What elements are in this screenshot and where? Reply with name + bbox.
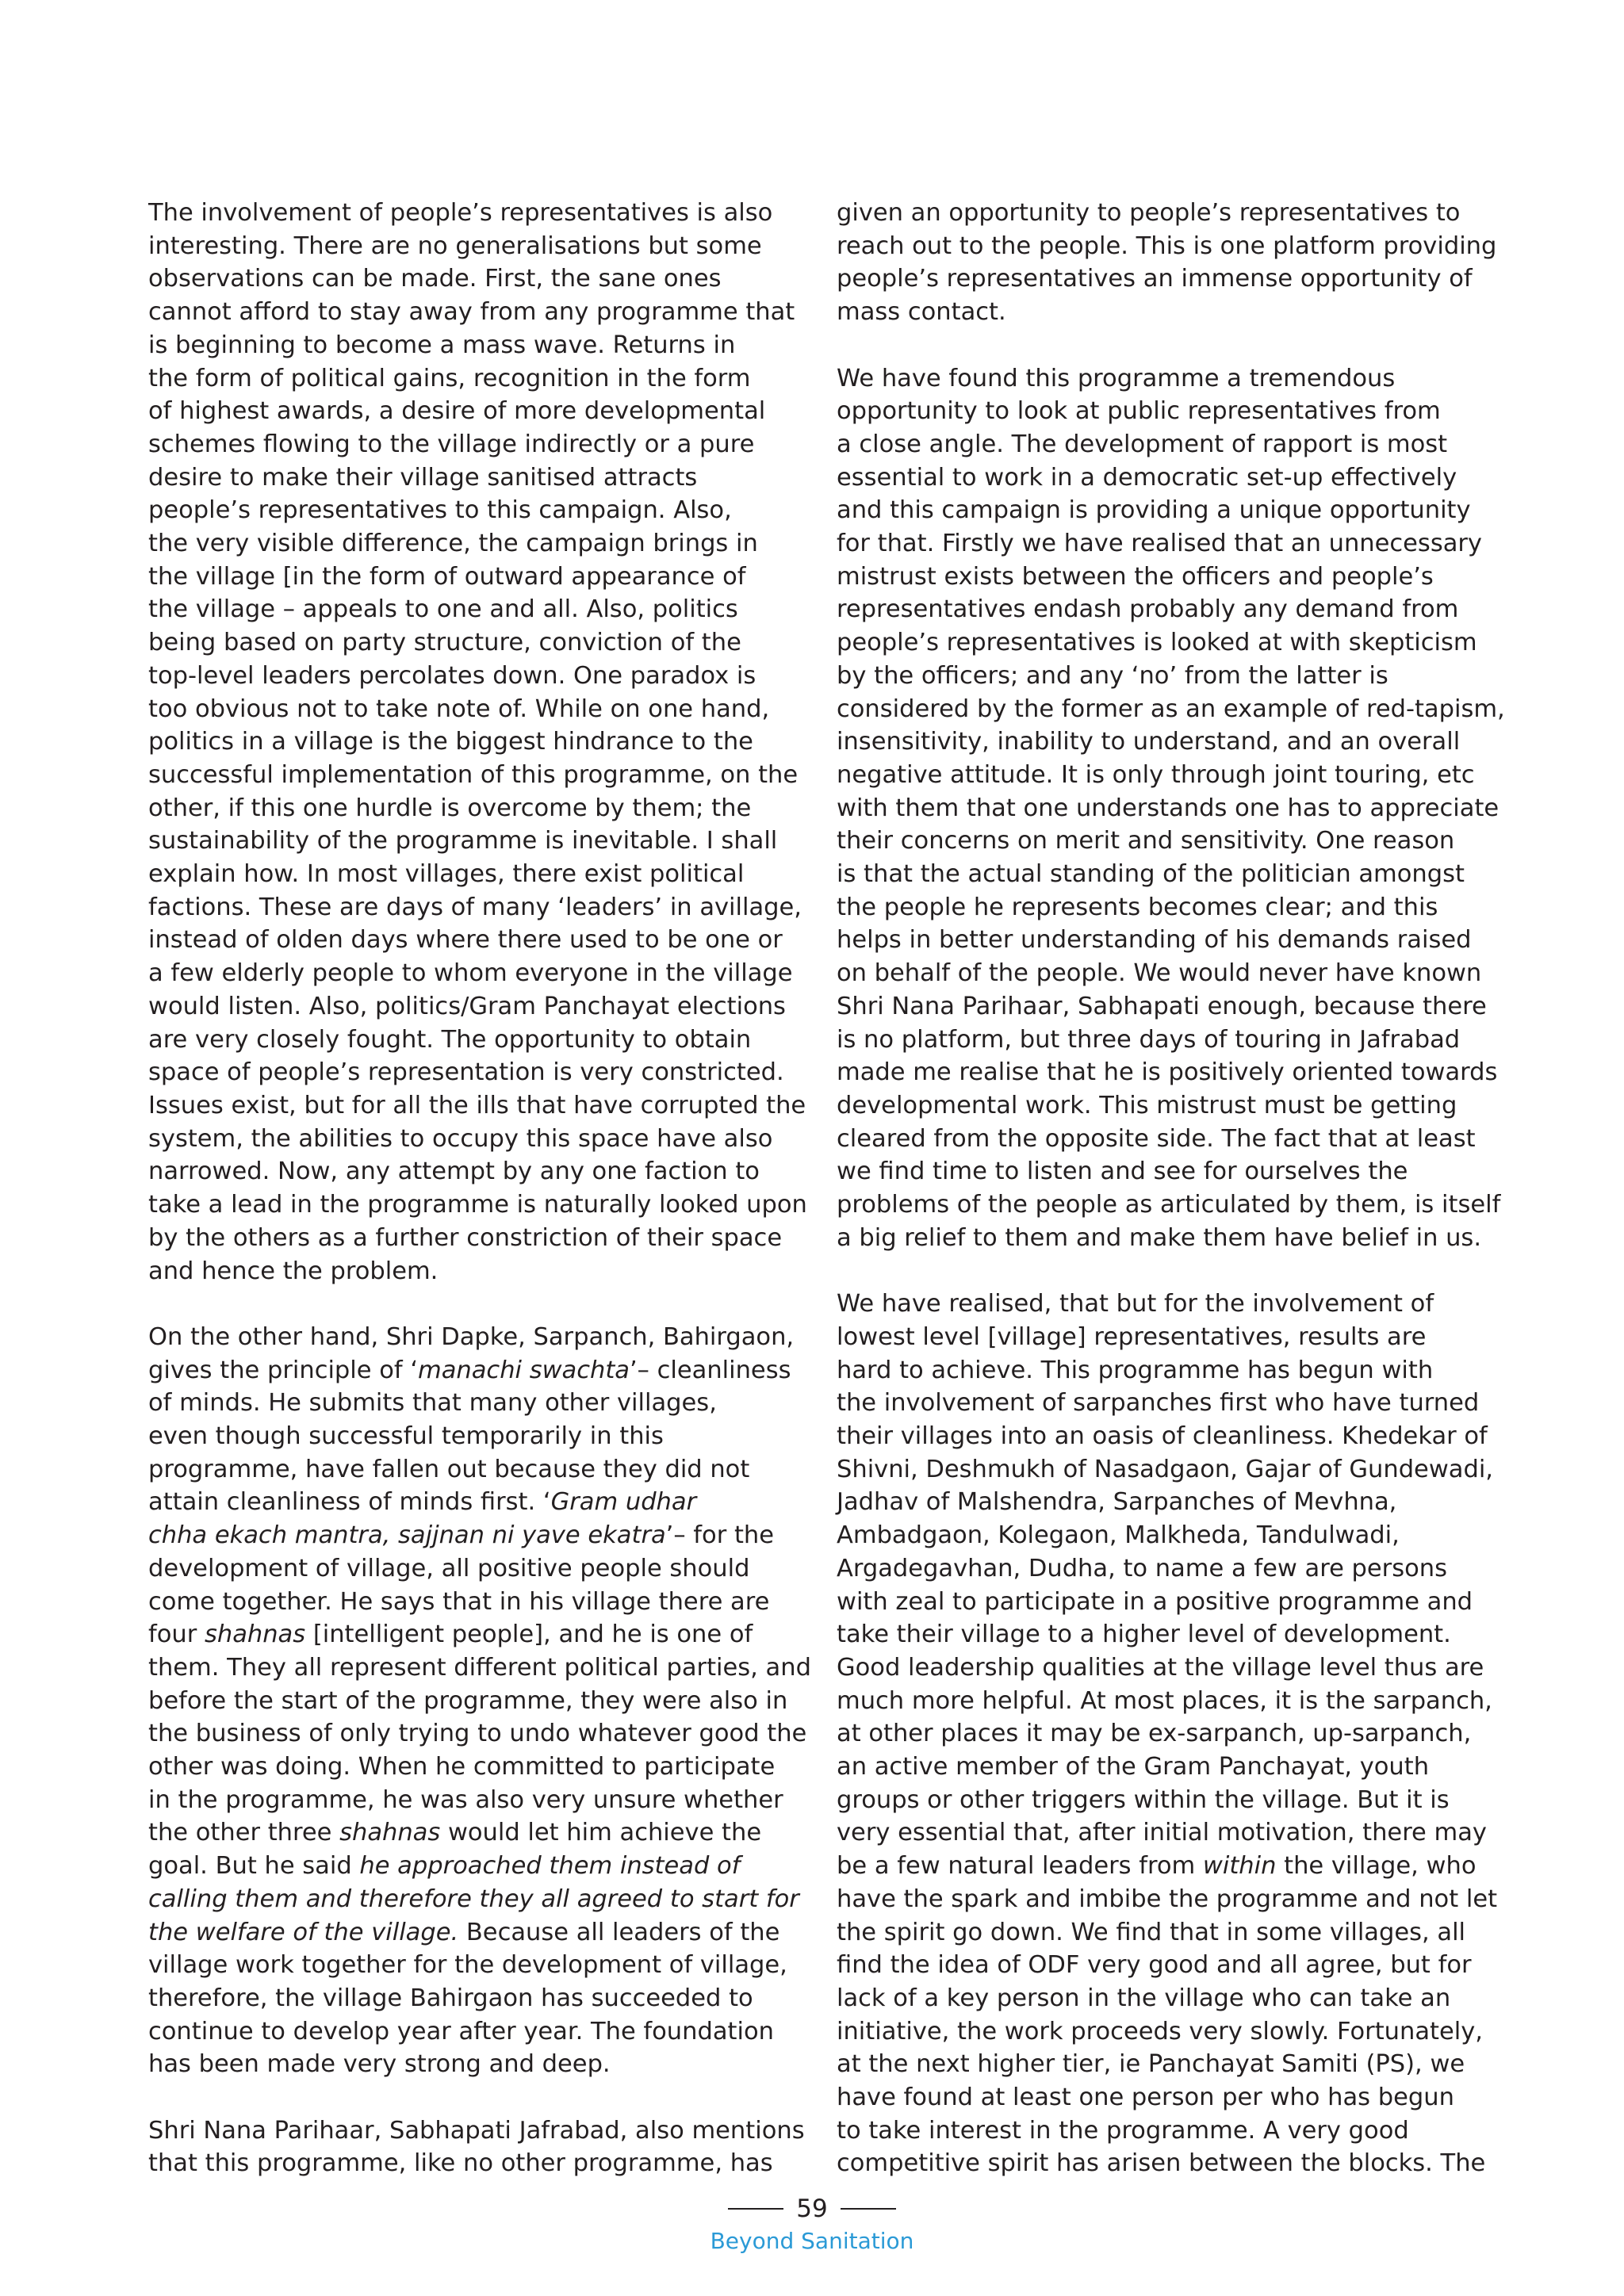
text-run: [intelligent people], and he is one of (305, 1621, 753, 1649)
text-line (148, 1123, 789, 1156)
italic-run: he approached them instead of (359, 1852, 741, 1881)
paragraph (837, 1288, 1498, 2180)
text-run: politics in a village is the biggest hindrance to the (148, 728, 753, 756)
text-line (837, 561, 1477, 594)
text-line (148, 1056, 789, 1089)
text-line (837, 1486, 1477, 1519)
right-rule (841, 2208, 896, 2210)
italic-run: Gram udhar (550, 1488, 697, 1517)
text-run: to take interest in the programme. A very good (837, 2116, 1409, 2145)
text-line (148, 1420, 789, 1453)
page-footer (0, 2195, 1624, 2254)
text-line (837, 1155, 1477, 1188)
left-column (148, 197, 811, 2180)
text-line (148, 1883, 799, 1916)
text-line (837, 1618, 1477, 1651)
text-run: We have found this programme a tremendous (837, 364, 1396, 392)
text-run: made me realise that he is positively oriented towards (837, 1058, 1498, 1087)
text-line (837, 1916, 1477, 1950)
text-run: very essential that, after initial motivation, there may (837, 1819, 1487, 1847)
text-run: Shivni, Deshmukh of Nasadgaon, Gajar of Gundewadi, (837, 1455, 1493, 1483)
text-run: and this campaign is providing a unique opportunity (837, 496, 1471, 525)
text-run: have found at least one person per who has begun (837, 2084, 1454, 2112)
text-line (148, 1982, 789, 2015)
text-line (148, 792, 789, 825)
text-run: the very visible difference, the campaign brings in (148, 530, 758, 558)
text-run: would listen. Also, politics/Gram Panchayat elections (148, 992, 786, 1020)
text-line (837, 1982, 1477, 2015)
text-line (148, 660, 789, 693)
text-line (837, 395, 1477, 428)
text-run: before the start of the programme, they were also in (148, 1686, 788, 1715)
right-column (837, 197, 1505, 2180)
text-line (148, 461, 789, 495)
text-line (837, 957, 1482, 990)
text-line (148, 362, 789, 396)
text-run: The involvement of people’s representatives is also (148, 199, 773, 227)
text-line (148, 1222, 789, 1255)
text-run: instead of olden days where there used to be one or (148, 926, 783, 955)
text-run: the village, who (1276, 1852, 1477, 1881)
text-run: find the idea of ODF very good and all agree, but for (837, 1951, 1472, 1980)
text-line (837, 1453, 1493, 1487)
text-line (837, 1089, 1477, 1123)
text-run: insensitivity, inability to understand, and an overall (837, 728, 1461, 756)
text-line (148, 1816, 789, 1850)
italic-run: calling them and therefore they all agreed to start for (148, 1885, 799, 1913)
italic-run: within (1202, 1852, 1277, 1881)
text-line (837, 1784, 1477, 1817)
text-line (837, 1354, 1477, 1387)
text-run: mistrust exists between the officers and people’s (837, 562, 1434, 591)
text-run: continue to develop year after year. The foundation (148, 2017, 774, 2045)
text-run: narrowed. Now, any attempt by any one faction to (148, 1158, 760, 1186)
text-run: people’s representatives is looked at with skepticism (837, 629, 1477, 657)
text-run: schemes flowing to the village indirectly or a pure (148, 430, 755, 458)
text-run: Good leadership qualities at the village level thus are (837, 1653, 1484, 1682)
text-line (148, 1155, 789, 1188)
text-line (837, 891, 1477, 924)
text-line (148, 2114, 805, 2148)
text-line (837, 527, 1482, 561)
text-line (148, 825, 789, 858)
text-run: Ambadgaon, Kolegaon, Malkheda, Tandulwadi, (837, 1521, 1400, 1550)
text-run: Issues exist, but for all the ills that have corrupted the (148, 1091, 806, 1119)
text-line (837, 1717, 1477, 1751)
text-run: their villages into an oasis of cleanliness. Khedekar of (837, 1422, 1488, 1450)
text-line (837, 1222, 1482, 1255)
text-line (148, 296, 795, 329)
text-run: opportunity to look at public representatives from (837, 397, 1441, 426)
text-line (148, 1717, 807, 1751)
text-line (837, 1751, 1477, 1784)
text-line (837, 924, 1477, 957)
text-run: initiative, the work proceeds very slowly. Fortunately, (837, 2017, 1483, 2045)
text-run: competitive spirit has arisen between the blocks. The (837, 2149, 1486, 2178)
text-line (148, 1255, 789, 1288)
text-line (148, 1387, 789, 1420)
text-run: goal. But he said (148, 1852, 360, 1881)
text-run: four (148, 1621, 205, 1649)
text-line (148, 1916, 789, 1950)
text-run: given an opportunity to people’s representatives to (837, 199, 1461, 227)
text-line (148, 924, 789, 957)
text-run: a close angle. The development of rapport is most (837, 430, 1448, 458)
text-line (837, 660, 1477, 693)
text-run: an active member of the Gram Panchayat, youth (837, 1753, 1430, 1781)
text-line (837, 362, 1477, 396)
text-run: top-level leaders percolates down. One paradox is (148, 661, 756, 690)
text-run: attain cleanliness of minds first. ‘ (148, 1488, 551, 1517)
text-run: much more helpful. At most places, it is the sarpanch, (837, 1686, 1492, 1715)
text-line (148, 1850, 789, 1883)
text-line (837, 2081, 1477, 2114)
text-run: factions. These are days of many ‘leaders’ in avillage, (148, 893, 802, 921)
text-line (837, 2048, 1477, 2081)
text-run: of highest awards, a desire of more developmental (148, 397, 766, 426)
text-run: is no platform, but three days of touring in Jafrabad (837, 1025, 1461, 1054)
text-run: a big relief to them and make them have belief in us. (837, 1223, 1482, 1252)
text-run: would let him achieve the (440, 1819, 762, 1847)
text-line (148, 1519, 789, 1552)
text-run: space of people’s representation is very constricted. (148, 1058, 784, 1087)
text-run: are very closely fought. The opportunity to obtain (148, 1025, 752, 1054)
text-line (837, 1321, 1477, 1354)
text-run: considered by the former as an example of red-tapism, (837, 695, 1505, 723)
text-line (837, 461, 1477, 495)
text-line (837, 2015, 1483, 2049)
text-run: essential to work in a democratic set-up effectively (837, 463, 1457, 492)
text-line (837, 626, 1477, 660)
text-run: them. They all represent different political parties, and (148, 1653, 811, 1682)
text-line (837, 1288, 1477, 1321)
text-run: the village [in the form of outward appearance of (148, 562, 746, 591)
text-line (148, 1949, 789, 1982)
text-run: cannot afford to stay away from any programme that (148, 298, 795, 327)
text-run: system, the abilities to occupy this space have also (148, 1124, 773, 1153)
text-run: Shri Nana Parihaar, Sabhapati enough, because there (837, 992, 1487, 1020)
text-run: the people he represents becomes clear; and this (837, 893, 1438, 921)
text-run: have the spark and imbibe the programme and not let (837, 1885, 1498, 1913)
text-run: that this programme, like no other programme, has (148, 2149, 773, 2178)
text-line (837, 792, 1500, 825)
text-line (148, 1784, 789, 1817)
text-line (148, 1685, 789, 1718)
text-run: in the programme, he was also very unsure whether (148, 1785, 783, 1814)
text-run: Because all leaders of the (458, 1918, 780, 1946)
text-line (148, 725, 789, 759)
text-line (837, 1816, 1487, 1850)
text-line (837, 1685, 1492, 1718)
text-line (837, 1024, 1477, 1057)
text-line (148, 1321, 795, 1354)
text-run: their concerns on merit and sensitivity. One reason (837, 827, 1455, 855)
text-line (837, 759, 1477, 792)
text-line (148, 593, 789, 626)
text-run: people’s representatives to this campaign. Also, (148, 496, 732, 525)
text-line (837, 494, 1477, 527)
text-run: has been made very strong and deep. (148, 2050, 611, 2079)
text-run: programme, have fallen out because they did not (148, 1455, 750, 1483)
text-run: Jadhav of Malshendra, Sarpanches of Mevhna, (837, 1488, 1397, 1517)
text-line (837, 1883, 1498, 1916)
text-line (837, 197, 1477, 230)
text-line (148, 1486, 789, 1519)
text-run: we find time to listen and see for ourselves the (837, 1158, 1408, 1186)
text-line (837, 2114, 1477, 2148)
text-line (148, 494, 789, 527)
text-run: by the officers; and any ‘no’ from the latter is (837, 661, 1388, 690)
text-run: the form of political gains, recognition in the form (148, 364, 751, 392)
text-run: even though successful temporarily in this (148, 1422, 664, 1450)
text-line (148, 262, 789, 296)
text-line (837, 1651, 1484, 1685)
text-run: groups or other triggers within the village. But it is (837, 1785, 1450, 1814)
text-line (837, 825, 1477, 858)
text-run: is beginning to become a mass wave. Returns in (148, 331, 736, 359)
text-run: for that. Firstly we have realised that an unnecessary (837, 530, 1482, 558)
text-run: gives the principle of ‘ (148, 1356, 419, 1384)
text-run: with zeal to participate in a positive programme and (837, 1587, 1473, 1616)
text-run: Argadegavhan, Dudha, to name a few are persons (837, 1554, 1447, 1582)
paragraph (148, 197, 807, 1288)
text-run: reach out to the people. This is one platform providing (837, 232, 1497, 260)
text-run: interesting. There are no generalisations but some (148, 232, 762, 260)
text-line (148, 527, 789, 561)
page-number: 59 (796, 2195, 828, 2223)
text-line (837, 296, 1477, 329)
text-line (837, 1123, 1477, 1156)
text-run: therefore, the village Bahirgaon has succeeded to (148, 1984, 753, 2012)
text-run: other, if this one hurdle is overcome by them; the (148, 794, 752, 822)
text-run: On the other hand, Shri Dapke, Sarpanch, Bahirgaon, (148, 1322, 795, 1351)
text-run: cleared from the opposite side. The fact that at least (837, 1124, 1476, 1153)
text-line (837, 2147, 1486, 2180)
text-run: ’– for the (665, 1521, 774, 1550)
text-line (148, 428, 789, 461)
left-rule (728, 2208, 783, 2210)
text-line (837, 262, 1477, 296)
text-run: ’– cleanliness (629, 1356, 791, 1384)
text-run: of minds. He submits that many other villages, (148, 1389, 717, 1418)
text-line (148, 2147, 789, 2180)
text-run: take a lead in the programme is naturally looked upon (148, 1191, 807, 1219)
text-line (148, 858, 789, 891)
italic-run: chha ekach mantra, sajjnan ni yave ekatra (148, 1521, 666, 1550)
text-line (148, 197, 789, 230)
text-run: too obvious not to take note of. While on one hand, (148, 695, 770, 723)
text-run: at the next higher tier, ie Panchayat Samiti (PS), we (837, 2050, 1465, 2079)
text-line (148, 1552, 789, 1586)
paragraph (148, 2114, 805, 2180)
text-line (148, 1188, 807, 1222)
paragraph (148, 1321, 811, 2081)
text-line (148, 1586, 789, 1619)
text-run: people’s representatives an immense opportunity of (837, 265, 1473, 293)
text-line (148, 1089, 806, 1123)
text-run: development of village, all positive people should (148, 1554, 750, 1582)
text-run: a few elderly people to whom everyone in the village (148, 959, 793, 988)
text-run: We have realised, that but for the involvement of (837, 1290, 1434, 1318)
text-line (837, 1188, 1501, 1222)
text-run: by the others as a further constriction of their space (148, 1223, 783, 1252)
text-run: village work together for the development of village, (148, 1951, 787, 1980)
text-line (148, 1453, 789, 1487)
text-run: observations can be made. First, the sane ones (148, 265, 722, 293)
text-line (837, 593, 1477, 626)
text-run: take their village to a higher level of development. (837, 1621, 1451, 1649)
text-run: is that the actual standing of the politician amongst (837, 860, 1465, 889)
italic-run: shahnas (339, 1819, 441, 1847)
text-line (837, 230, 1497, 263)
text-line (837, 693, 1505, 726)
text-run: the involvement of sarpanches first who have turned (837, 1389, 1480, 1418)
text-line (148, 957, 793, 990)
text-line (148, 990, 789, 1024)
text-run: sustainability of the programme is inevitable. I shall (148, 827, 778, 855)
text-line (148, 891, 802, 924)
text-line (837, 1519, 1477, 1552)
publication-title: Beyond Sanitation (710, 2228, 914, 2254)
text-line (837, 990, 1487, 1024)
text-line (148, 230, 789, 263)
text-run: the other three (148, 1819, 340, 1847)
text-run: negative attitude. It is only through joint touring, etc (837, 760, 1475, 789)
text-line (837, 1586, 1477, 1619)
text-line (837, 725, 1477, 759)
text-run: be a few natural leaders from (837, 1852, 1203, 1881)
text-run: problems of the people as articulated by them, is itself (837, 1191, 1501, 1219)
text-line (148, 395, 789, 428)
text-line (148, 1651, 811, 1685)
text-line (837, 858, 1477, 891)
italic-run: the welfare of the village. (148, 1918, 459, 1946)
text-run: developmental work. This mistrust must be getting (837, 1091, 1457, 1119)
text-run: and hence the problem. (148, 1257, 439, 1285)
text-run: mass contact. (837, 298, 1006, 327)
italic-run: shahnas (204, 1621, 306, 1649)
text-line (148, 1024, 789, 1057)
text-line (837, 1387, 1480, 1420)
text-line (837, 428, 1477, 461)
text-line (837, 1420, 1488, 1453)
text-line (148, 2015, 789, 2049)
text-run: helps in better understanding of his demands raised (837, 926, 1472, 955)
text-run: desire to make their village sanitised attracts (148, 463, 698, 492)
text-run: the spirit go down. We find that in some villages, all (837, 1918, 1466, 1946)
text-line (148, 2048, 789, 2081)
text-run: being based on party structure, conviction of the (148, 629, 741, 657)
text-line (148, 759, 799, 792)
text-run: on behalf of the people. We would never have known (837, 959, 1482, 988)
text-line (837, 1552, 1477, 1586)
text-line (148, 1354, 789, 1387)
paragraph (837, 362, 1505, 1255)
text-run: with them that one understands one has to appreciate (837, 794, 1500, 822)
text-line (837, 1056, 1498, 1089)
text-run: other was doing. When he committed to participate (148, 1753, 776, 1781)
text-run: lack of a key person in the village who can take an (837, 1984, 1451, 2012)
paragraph (837, 197, 1497, 329)
text-line (148, 626, 789, 660)
page-number-row (0, 2195, 1624, 2223)
text-line (837, 1949, 1477, 1982)
text-run: come together. He says that in his village there are (148, 1587, 770, 1616)
text-line (148, 1751, 789, 1784)
text-run: successful implementation of this programme, on the (148, 760, 799, 789)
text-run: representatives endash probably any demand from (837, 595, 1459, 624)
text-run: lowest level [village] representatives, results are (837, 1322, 1427, 1351)
text-run: hard to achieve. This programme has begun with (837, 1356, 1434, 1384)
text-run: the business of only trying to undo whatever good the (148, 1720, 807, 1748)
text-line (148, 561, 789, 594)
text-run: explain how. In most villages, there exist political (148, 860, 745, 889)
text-line (148, 693, 789, 726)
text-line (148, 1618, 789, 1651)
text-line (148, 329, 789, 362)
text-run: Shri Nana Parihaar, Sabhapati Jafrabad, also mentions (148, 2116, 805, 2145)
text-run: the village – appeals to one and all. Also, politics (148, 595, 738, 624)
text-run: at other places it may be ex-sarpanch, up-sarpanch, (837, 1720, 1472, 1748)
text-line (837, 1850, 1477, 1883)
italic-run: manachi swachta (418, 1356, 630, 1384)
